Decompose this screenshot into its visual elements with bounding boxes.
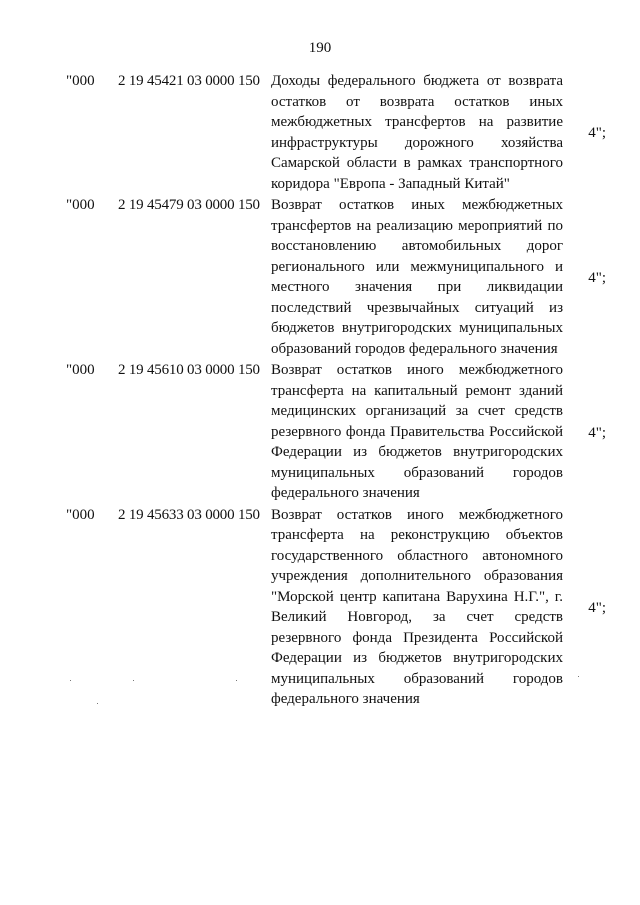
budget-codes-table — [66, 71, 606, 711]
scan-speck — [97, 703, 98, 704]
budget-code-cell: 2 19 45421 03 0000 150 — [118, 73, 260, 89]
scan-speck — [578, 676, 579, 677]
closing-mark-cell: 4"; — [588, 599, 606, 616]
scan-speck — [236, 680, 237, 681]
admin-code-cell: "000 — [66, 506, 95, 523]
description-cell: Возврат остатков иного межбюджетного трансферта на реконструкцию объектов государственного областного автономного учреждения дополнительного образования "Морской центр капитана Варухина Н.Г.", г. Великий Новгород, за счет средств резервного фонда Президента Российской Федерации из бюджетов внутригородских муниципальных образований городов федерального значения — [271, 506, 563, 707]
table-row — [66, 71, 606, 194]
table-row — [66, 505, 606, 710]
scan-speck — [70, 680, 71, 681]
description-cell: Возврат остатков иных межбюджетных трансфертов на реализацию мероприятий по восстановлению автомобильных дорог регионального или межмуниципального и местного значения при ликвидации последствий чрезвычайных ситуаций из бюджетов внутригородских муниципальных образований городов федерального значения — [271, 197, 563, 357]
description-cell: Возврат остатков иного межбюджетного трансферта на капитальный ремонт зданий медицинских организаций за счет средств резервного фонда Правительства Российской Федерации из бюджетов внутригородских муниципальных образований городов федерального значения — [271, 362, 563, 501]
description-cell: Доходы федерального бюджета от возврата остатков от возврата остатков иных межбюджетных трансфертов на развитие инфраструктуры дорожного хозяйства Самарской области в рамках транспортного коридора "Европа - Западный Китай" — [271, 73, 563, 192]
admin-code-cell: "000 — [66, 73, 95, 89]
table-row — [66, 360, 606, 504]
closing-mark-cell: 4"; — [588, 269, 606, 286]
budget-code-cell: 2 19 45633 03 0000 150 — [118, 506, 260, 523]
scan-speck — [133, 680, 134, 681]
budget-code-cell: 2 19 45610 03 0000 150 — [118, 362, 260, 378]
closing-mark-cell: 4"; — [588, 424, 606, 441]
budget-code-cell: 2 19 45479 03 0000 150 — [118, 197, 260, 213]
admin-code-cell: "000 — [66, 362, 95, 378]
admin-code-cell: "000 — [66, 197, 95, 213]
table-row — [66, 195, 606, 359]
closing-mark-cell: 4"; — [588, 125, 606, 142]
page-number: 190 — [308, 40, 332, 56]
